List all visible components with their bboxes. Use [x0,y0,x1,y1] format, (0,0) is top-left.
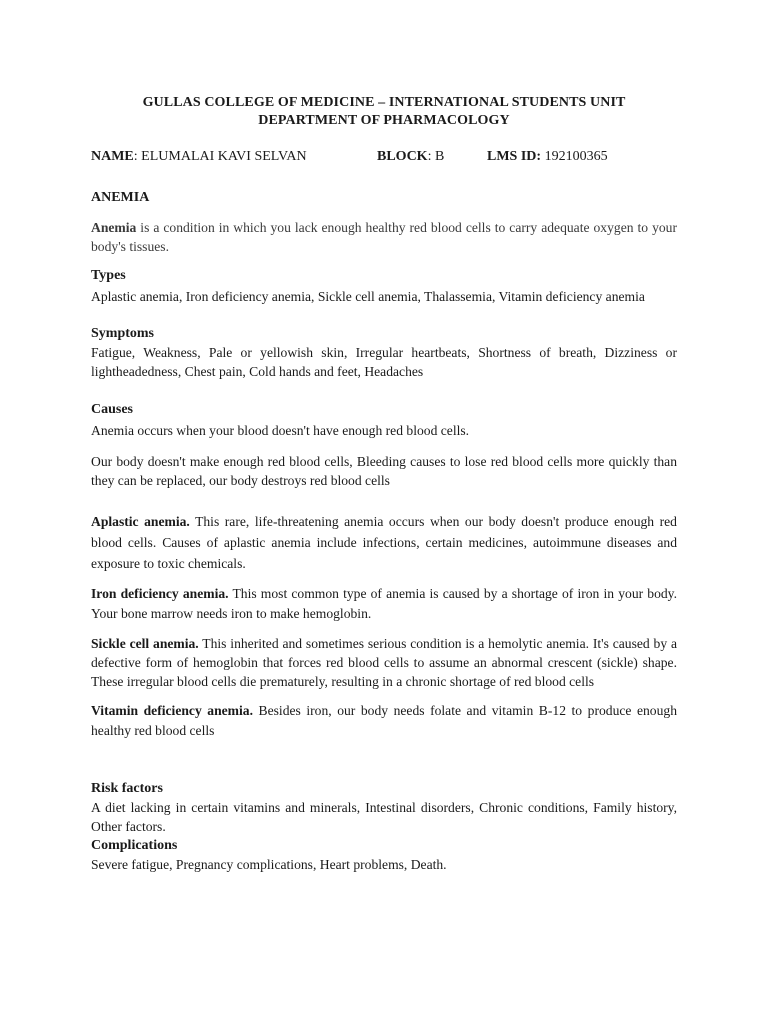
aplastic-text: This rare, life-threatening anemia occurs when our body doesn't produce enough red blood cells. Causes of aplastic anemia include infections, certain medicines, autoimmune diseases and exposure to toxic chemicals. [91,514,677,571]
iron-deficiency-term: Iron deficiency anemia. [91,586,229,601]
aplastic-paragraph [91,511,677,574]
types-text: Aplastic anemia, Iron deficiency anemia, Sickle cell anemia, Thalassemia, Vitamin deficiency anemia [91,289,645,304]
intro-text: is a condition in which you lack enough healthy red blood cells to carry adequate oxygen to your body's tissues. [91,220,677,254]
lms-value: 192100365 [541,149,608,164]
student-block [377,147,444,166]
sickle-cell-text: This inherited and sometimes serious condition is a hemolytic anemia. It's caused by a defective form of hemoglobin that forces red blood cells to assume an abnormal crescent (sickle) shape. These irregular blood cells die prematurely, resulting in a chronic shortage of red blood cells [91,636,677,689]
college-heading: GULLAS COLLEGE OF MEDICINE – INTERNATIONAL STUDENTS UNIT [142,95,626,110]
sickle-cell-paragraph [91,634,677,691]
iron-deficiency-text: This most common type of anemia is caused by a shortage of iron in your body. Your bone marrow needs iron to make hemoglobin. [91,586,677,621]
name-label: NAME [91,149,134,164]
document-title: ANEMIA [91,190,150,205]
complications-text: Severe fatigue, Pregnancy complications, Heart problems, Death. [91,857,447,872]
block-value: : B [427,149,445,164]
types-heading: Types [91,268,126,283]
causes-heading: Causes [91,402,134,417]
intro-paragraph [91,218,677,256]
risk-factors-text: A diet lacking in certain vitamins and minerals, Intestinal disorders, Chronic conditions, Family history, Other factors. [91,800,677,834]
student-lms-id [487,147,608,166]
causes-paragraph-2: Our body doesn't make enough red blood cells, Bleeding causes to lose red blood cells more quickly than they can be replaced, our body destroys red blood cells [91,454,677,488]
vitamin-deficiency-paragraph [91,701,677,741]
vitamin-deficiency-text: Besides iron, our body needs folate and vitamin B-12 to produce enough healthy red blood cells [91,703,677,738]
vitamin-deficiency-term: Vitamin deficiency anemia. [91,703,253,718]
symptoms-heading: Symptoms [91,326,155,341]
sickle-cell-term: Sickle cell anemia. [91,636,199,651]
intro-term: Anemia [91,220,137,235]
student-name [91,147,307,166]
block-label: BLOCK [377,149,428,164]
symptoms-text: Fatigue, Weakness, Pale or yellowish skin, Irregular heartbeats, Shortness of breath, Dizziness or lightheadedness, Chest pain, Cold hands and feet, Headaches [91,345,677,379]
iron-deficiency-paragraph [91,584,677,624]
student-info-row [91,147,677,167]
lms-label: LMS ID: [487,149,542,164]
department-heading: DEPARTMENT OF PHARMACOLOGY [258,113,510,128]
name-value: : ELUMALAI KAVI SELVAN [133,149,307,164]
causes-paragraph-1: Anemia occurs when your blood doesn't have enough red blood cells. [91,423,470,438]
complications-heading: Complications [91,838,178,853]
document-body [91,94,677,874]
aplastic-term: Aplastic anemia. [91,514,190,529]
risk-factors-heading: Risk factors [91,781,163,796]
